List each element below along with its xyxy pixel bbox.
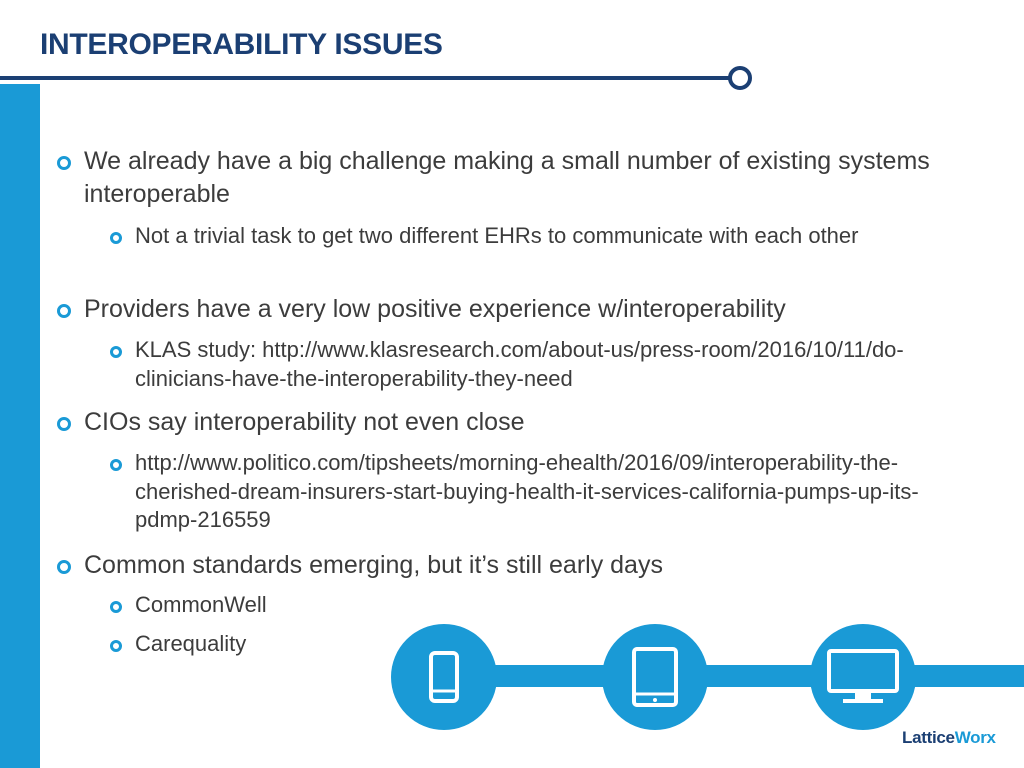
bullet-item-level1 [84,549,964,582]
bullet-ring-icon [57,304,71,318]
bullet-ring-icon [57,560,71,574]
bullet-item-level1 [84,145,964,210]
device-connector-band [440,665,1024,687]
bullet-text: CIOs say interoperability not even close [84,408,525,436]
bullet-ring-icon [57,417,71,431]
bullet-item-level2 [135,591,955,620]
bullet-ring-icon [110,459,122,471]
bullet-ring-icon [110,601,122,613]
slide-title: INTEROPERABILITY ISSUES [40,28,443,61]
bullet-text: Common standards emerging, but it’s still early days [84,551,663,579]
logo-text-worx: Worx [954,728,996,747]
bullet-ring-icon [57,156,71,170]
logo-text-lattice: Lattice [902,728,955,747]
monitor-icon [827,649,899,705]
bullet-text: KLAS study: http://www.klasresearch.com/about-us/press-room/2016/10/11/do-clinicians-have-the-interoperability-they-need [135,337,904,391]
bullet-ring-icon [110,346,122,358]
bullet-text: Providers have a very low positive experience w/interoperability [84,295,786,323]
bullet-text: We already have a big challenge making a small number of existing systems interoperable [84,147,930,208]
phone-icon [429,651,459,703]
tablet-icon [632,647,678,707]
latticeworx-logo [902,728,996,748]
bullet-item-level2 [135,222,955,251]
bullet-ring-icon [110,232,122,244]
device-circle-tablet [602,624,708,730]
bullet-item-level1 [84,406,964,439]
device-circle-phone [391,624,497,730]
bullet-ring-icon [110,640,122,652]
bullet-text: http://www.politico.com/tipsheets/morning-ehealth/2016/09/interoperability-the-cherished-dream-insurers-start-buying-health-it-services-california-pumps-up-its-pdmp-216559 [135,450,919,533]
bullet-text: Carequality [135,631,247,656]
bullet-text: Not a trivial task to get two different EHRs to communicate with each other [135,223,859,248]
bullet-text: CommonWell [135,592,267,617]
bullet-item-level1 [84,293,964,326]
bullet-item-level2 [135,449,955,535]
bullet-item-level2 [135,336,955,393]
device-circle-monitor [810,624,916,730]
